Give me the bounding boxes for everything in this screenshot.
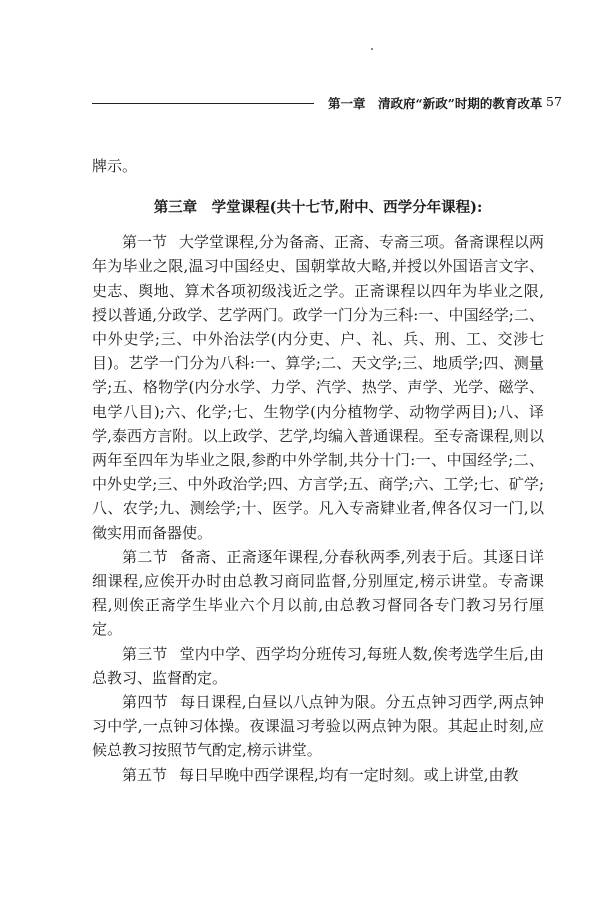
section-text: 每日早晚中西学课程,均有一定时刻。或上讲堂,由教 <box>179 765 519 784</box>
header-rule <box>92 103 314 104</box>
section-text: 堂内中学、西学均分班传习,每班人数,俟考选学生后,由总教习、监督酌定。 <box>92 644 544 687</box>
section-paragraph <box>92 230 544 545</box>
chapter-heading: 第三章 学堂课程(共十七节,附中、西学分年课程): <box>153 199 483 217</box>
section-label: 第三节 <box>122 644 168 663</box>
section-text: 大学堂课程,分为备斋、正斋、专斋三项。备斋课程以两年为毕业之限,温习中国经史、国朝掌故大略,并授以外国语言文字、史志、舆地、算术各项初级浅近之学。正斋课程以四年为毕业之限,授以普通,分政学、艺学两门。政学一门分为三科:一、中国经学;二、中外史学;三、中外治法学(内分吏、户、礼、兵、刑、工、交涉七目)。艺学一门分为八科:一、算学;二、天文学;三、地质学;四、测量学;五、格物学(内分水学、力学、汽学、热学、声学、光学、磁学、电学八目);六、化学;七、生物学(内分植物学、动物学两目);八、译学,泰西方言附。以上政学、艺学,均编入普通课程。至专斋课程,则以两年至四年为毕业之限,参酌中外学制,共分十门:一、中国经学;二、中外史学;三、中外政治学;四、方言学;五、商学;六、工学;七、矿学;八、农学;九、测绘学;十、医学。凡入专斋肄业者,俾各仅习一门,以徵实用而备器使。 <box>92 233 544 542</box>
section-label: 第一节 <box>122 233 168 252</box>
section-text: 备斋、正斋逐年课程,分春秋两季,列表于后。其逐日详细课程,应俟开办时由总教习商同监督,分别厘定,榜示讲堂。专斋课程,则俟正斋学生毕业六个月以前,由总教习督同各专门教习另行厘定。 <box>92 547 544 639</box>
section-label: 第五节 <box>122 765 168 784</box>
section-text: 每日课程,白昼以八点钟为限。分五点钟习西学,两点钟习中学,一点钟习体操。夜课温习考验以两点钟为限。其起止时刻,应候总教习按照节气酌定,榜示讲堂。 <box>92 693 544 760</box>
scan-speck <box>371 48 373 50</box>
section-paragraph <box>92 763 544 787</box>
section-paragraph <box>92 545 544 642</box>
section-label: 第二节 <box>122 547 169 566</box>
section-label: 第四节 <box>122 693 169 712</box>
section-paragraph <box>92 642 544 690</box>
page-number: 57 <box>546 94 562 109</box>
running-header <box>92 92 562 114</box>
header-title: 第一章 清政府“新政”时期的教育改革 <box>328 96 543 111</box>
page-body <box>92 154 544 787</box>
continuation-text: 牌示。 <box>92 157 138 175</box>
section-paragraph <box>92 690 544 763</box>
